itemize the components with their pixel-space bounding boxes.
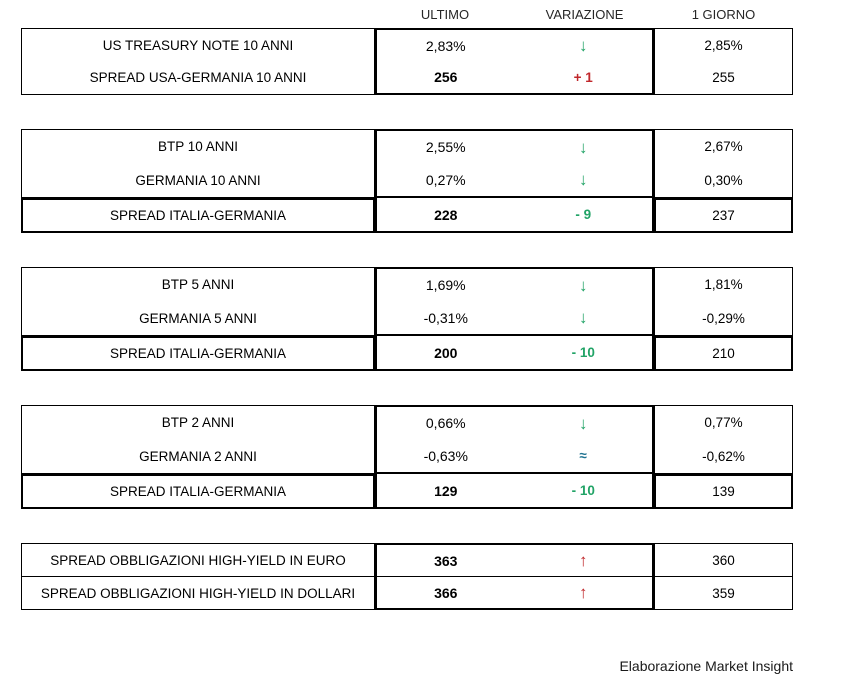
btp-5-anni-block: [21, 267, 793, 371]
approx-equal-icon: ≈: [579, 448, 587, 464]
btp-10-anni-block: [21, 129, 793, 233]
value-row: [377, 545, 652, 576]
spread-label-box: [21, 198, 375, 233]
values-box: [375, 267, 654, 371]
label-box: [21, 28, 375, 95]
giorno-value: 210: [712, 346, 735, 361]
ultimo-variazione-column: [375, 267, 654, 371]
spread-value-row: [377, 196, 652, 231]
value-row: [377, 131, 652, 164]
giorno-column: [654, 267, 793, 371]
spread-value-row: [377, 472, 652, 507]
down-arrow-icon: ↓: [579, 170, 588, 190]
row-label: SPREAD ITALIA-GERMANIA: [109, 208, 287, 223]
value-row: [377, 576, 652, 608]
source-attribution: Elaborazione Market Insight: [619, 658, 793, 674]
giorno-value: 0,77%: [704, 415, 743, 431]
column-header-1-giorno: 1 GIORNO: [691, 6, 756, 22]
giorno-box: [654, 543, 793, 610]
ultimo-variazione-column: [375, 405, 654, 509]
spread-giorno-box: [654, 336, 793, 371]
giorno-column: [654, 28, 793, 95]
value-row: [377, 164, 652, 197]
label-column: [21, 405, 375, 509]
ultimo-value: 200: [434, 344, 458, 361]
label-box: [21, 405, 375, 474]
ultimo-value: 363: [434, 552, 458, 569]
ultimo-value: 228: [434, 206, 458, 223]
us-treasury-block: [21, 28, 793, 95]
row-label: SPREAD OBBLIGAZIONI HIGH-YIELD IN DOLLARI: [22, 576, 374, 609]
ultimo-value: 256: [434, 69, 458, 86]
values-box: [375, 129, 654, 233]
value-row: [377, 269, 652, 302]
value-row: [377, 302, 652, 335]
giorno-box: [654, 267, 793, 336]
giorno-value: -0,29%: [702, 310, 745, 326]
label-box: [21, 543, 375, 610]
row-label: GERMANIA 5 ANNI: [139, 310, 257, 326]
row-label: SPREAD USA-GERMANIA 10 ANNI: [89, 70, 307, 86]
down-arrow-icon: ↓: [579, 308, 588, 328]
giorno-value: -0,62%: [702, 448, 745, 464]
variation-delta: - 10: [571, 345, 595, 360]
value-row: [377, 30, 652, 62]
giorno-value: 237: [712, 208, 735, 223]
label-column: [21, 267, 375, 371]
down-arrow-icon: ↓: [579, 413, 588, 433]
giorno-column: [654, 405, 793, 509]
ultimo-value: 0,27%: [425, 171, 466, 188]
ultimo-value: 2,55%: [425, 139, 466, 156]
column-header-ultimo: ULTIMO: [420, 6, 470, 22]
column-header-variazione: VARIAZIONE: [545, 6, 624, 22]
giorno-value: 139: [712, 484, 735, 499]
giorno-box: [654, 405, 793, 474]
ultimo-variazione-column: [375, 28, 654, 95]
row-label: GERMANIA 10 ANNI: [135, 172, 261, 188]
variation-delta: + 1: [573, 69, 593, 85]
ultimo-value: -0,63%: [423, 447, 468, 464]
giorno-value: 2,85%: [704, 37, 743, 53]
column-headers: [0, 0, 843, 24]
ultimo-value: 129: [434, 482, 458, 499]
ultimo-value: 1,69%: [425, 277, 466, 294]
variation-delta: - 10: [571, 483, 595, 498]
giorno-box: [654, 28, 793, 95]
values-box: [375, 543, 654, 610]
ultimo-value: -0,31%: [423, 309, 468, 326]
high-yield-block: [21, 543, 793, 610]
ultimo-variazione-column: [375, 129, 654, 233]
giorno-value: 359: [655, 576, 792, 609]
label-column: [21, 28, 375, 95]
giorno-column: [654, 543, 793, 610]
giorno-box: [654, 129, 793, 198]
up-arrow-icon: ↑: [579, 551, 588, 570]
btp-2-anni-block: [21, 405, 793, 509]
ultimo-variazione-column: [375, 543, 654, 610]
giorno-value: 0,30%: [704, 172, 743, 188]
variation-delta: - 9: [575, 207, 592, 222]
ultimo-value: 366: [434, 584, 458, 601]
row-label: GERMANIA 2 ANNI: [139, 448, 257, 464]
values-box: [375, 28, 654, 95]
down-arrow-icon: ↓: [579, 275, 588, 295]
row-label: SPREAD ITALIA-GERMANIA: [109, 346, 287, 361]
label-column: [21, 129, 375, 233]
row-label: US TREASURY NOTE 10 ANNI: [102, 37, 294, 53]
spread-value-row: [377, 334, 652, 369]
ultimo-value: 0,66%: [425, 415, 466, 432]
row-label: BTP 2 ANNI: [161, 415, 235, 431]
spread-label-box: [21, 336, 375, 371]
spread-label-box: [21, 474, 375, 509]
giorno-value: 1,81%: [704, 277, 743, 293]
row-label: BTP 10 ANNI: [157, 139, 239, 155]
value-row: [377, 407, 652, 440]
row-label: SPREAD ITALIA-GERMANIA: [109, 484, 287, 499]
down-arrow-icon: ↓: [579, 36, 588, 56]
giorno-value: 2,67%: [704, 139, 743, 155]
label-box: [21, 267, 375, 336]
giorno-value: 360: [712, 552, 735, 568]
row-label: BTP 5 ANNI: [161, 277, 235, 293]
label-column: [21, 543, 375, 610]
giorno-column: [654, 129, 793, 233]
spread-giorno-box: [654, 474, 793, 509]
down-arrow-icon: ↓: [579, 137, 588, 157]
ultimo-value: 2,83%: [425, 37, 466, 54]
giorno-value: 255: [712, 70, 735, 86]
value-row: [377, 62, 652, 94]
value-row: [377, 440, 652, 473]
label-box: [21, 129, 375, 198]
spread-giorno-box: [654, 198, 793, 233]
values-box: [375, 405, 654, 509]
row-label: SPREAD OBBLIGAZIONI HIGH-YIELD IN EURO: [50, 552, 346, 568]
up-arrow-icon: ↑: [579, 583, 588, 602]
